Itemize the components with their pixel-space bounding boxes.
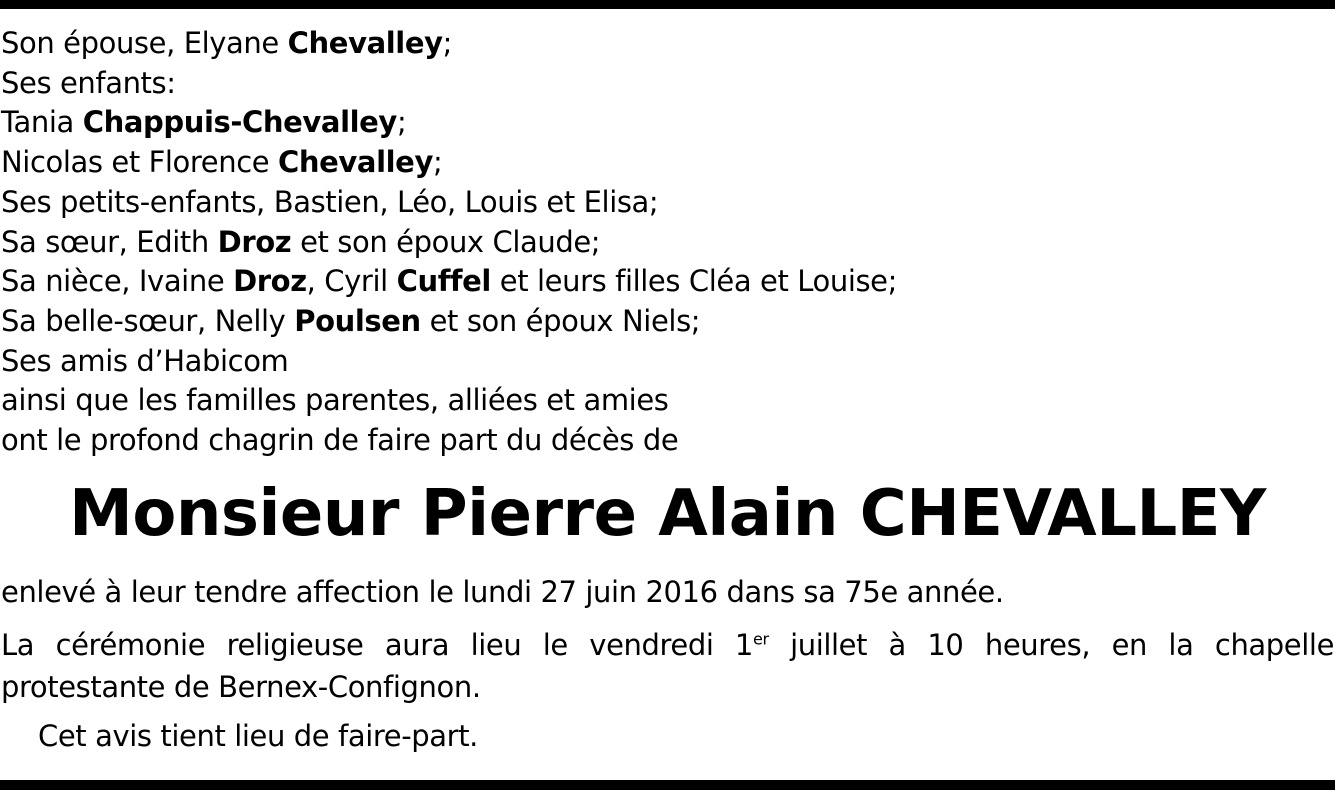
family-line — [1, 24, 1321, 64]
family-line-text: ont le profond chagrin de faire part du décès de — [1, 423, 679, 458]
death-notice: enlevé à leur tendre affection le lundi 27 juin 2016 dans sa 75e année. — [1, 575, 1004, 609]
family-line-text: ; — [396, 105, 407, 140]
closing-note: Cet avis tient lieu de faire-part. — [38, 719, 478, 753]
family-line-text: Ses amis d’Habicom — [1, 343, 289, 378]
family-surname: Poulsen — [294, 303, 421, 338]
deceased-name: Monsieur Pierre Alain CHEVALLEY — [69, 477, 1266, 551]
family-line — [1, 302, 1321, 342]
ordinal-superscript: er — [753, 629, 769, 649]
family-line-text: Sa belle-sœur, Nelly — [1, 303, 295, 338]
ceremony-line — [1, 624, 1334, 666]
family-line-text: ; — [442, 26, 452, 60]
family-line-text: Ses enfants: — [1, 65, 176, 100]
ceremony-line: protestante de Bernex-Confignon. — [1, 670, 481, 704]
family-line — [1, 421, 1321, 461]
ceremony-text: La cérémonie religieuse aura lieu le vendredi 1 — [1, 628, 753, 662]
family-line — [1, 381, 1321, 421]
family-line — [1, 223, 1321, 263]
family-line — [1, 342, 1321, 382]
family-line-text: Ses petits-enfants, Bastien, Léo, Louis et Elisa; — [1, 184, 659, 219]
family-list — [1, 24, 1321, 461]
family-line-text: ; — [432, 145, 443, 180]
family-line — [1, 262, 1321, 302]
family-line-text: Tania — [1, 105, 83, 140]
family-line — [1, 103, 1321, 143]
family-surname: Droz — [217, 224, 292, 259]
top-rule — [0, 0, 1335, 9]
family-surname: Chevalley — [278, 145, 433, 180]
family-surname: Droz — [233, 264, 307, 299]
family-line-text: Nicolas et Florence — [1, 145, 279, 180]
family-surname: Chevalley — [287, 26, 443, 60]
family-line — [1, 183, 1321, 223]
family-surname: Chappuis-Chevalley — [82, 105, 397, 140]
ceremony-text: juillet à 10 heures, en la chapelle — [768, 628, 1335, 662]
family-line-text: ainsi que les familles parentes, alliées et amies — [1, 383, 669, 418]
family-line-text: et leurs filles Cléa et Louise; — [490, 264, 897, 299]
family-line — [1, 143, 1321, 183]
family-line — [1, 64, 1321, 104]
family-line-text: Sa nièce, Ivaine — [1, 264, 234, 299]
ceremony-details — [1, 624, 1334, 708]
family-line-text: , Cyril — [306, 264, 397, 299]
family-line-text: Sa sœur, Edith — [1, 224, 218, 259]
family-line-text: Son épouse, Elyane — [1, 26, 288, 60]
family-line-text: et son époux Niels; — [420, 303, 701, 338]
family-line-text: et son époux Claude; — [291, 224, 601, 259]
family-surname: Cuffel — [396, 264, 491, 299]
bottom-rule — [0, 780, 1335, 790]
